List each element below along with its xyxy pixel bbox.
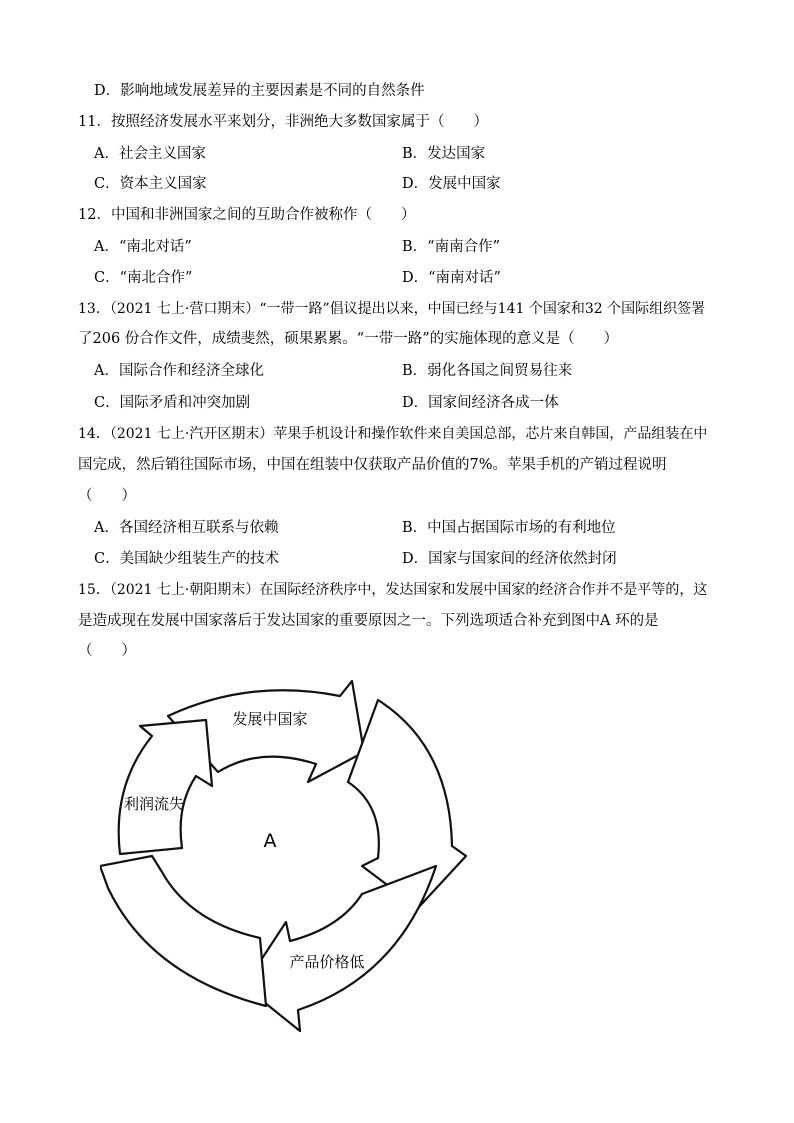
- q10-option-d: D．影响地域发展差异的主要因素是不同的自然条件: [94, 83, 425, 99]
- q15-stem-line2: 是造成现在发展中国家落后于发达国家的重要原因之一。下列选项适合补充到图中A 环的是: [78, 613, 659, 629]
- q11-option-b: B．发达国家: [402, 146, 486, 162]
- q15-stem-line1: 15．（2021 七上·朝阳期末）在国际经济秩序中，发达国家和发展中国家的经济合作并不是平等的，这: [78, 582, 708, 598]
- q14-stem-line2: 国完成，然后销往国际市场，中国在组装中仅获取产品价值的7%。苹果手机的产销过程说明: [78, 457, 667, 473]
- diagram-center-label: A: [263, 830, 277, 852]
- q12-option-a: A．“南北对话”: [94, 239, 192, 255]
- q14-option-c: C．美国缺少组装生产的技术: [94, 551, 280, 567]
- q14-option-b: B．中国占据国际市场的有利地位: [402, 520, 616, 536]
- cycle-arrow-upper-left: [119, 720, 212, 854]
- q14-option-d: D．国家与国家间的经济依然封闭: [402, 551, 617, 567]
- diagram-label-bottom: 产品价格低: [289, 953, 365, 971]
- cycle-diagram: [100, 676, 470, 1036]
- q14-stem-line3: （ ）: [78, 488, 136, 504]
- q12-option-d: D．“南南对话”: [402, 270, 501, 286]
- cycle-arrow-left: [100, 856, 266, 1006]
- q13-stem-line1: 13．（2021 七上·营口期末）“一带一路”倡议提出以来，中国已经与141 个国家和32 个国际组织签署: [78, 301, 706, 317]
- q13-stem-line2: 了206 份合作文件，成绩斐然，硕果累累。“一带一路”的实施体现的意义是（ ）: [78, 331, 619, 347]
- q13-option-c: C．国际矛盾和冲突加剧: [94, 395, 251, 411]
- q11-option-a: A．社会主义国家: [94, 146, 206, 162]
- q14-stem-line1: 14．（2021 七上·汽开区期末）苹果手机设计和操作软件来自美国总部，芯片来自韩国，产品组装在中: [78, 426, 708, 442]
- diagram-label-left: 利润流失: [123, 795, 185, 813]
- q11-option-d: D．发展中国家: [402, 176, 501, 192]
- q14-option-a: A．各国经济相互联系与依赖: [94, 520, 279, 536]
- q13-option-d: D．国家间经济各成一体: [402, 395, 559, 411]
- cycle-arrow-bottom: [244, 866, 436, 1031]
- q11-option-c: C．资本主义国家: [94, 176, 207, 192]
- q13-option-a: A．国际合作和经济全球化: [94, 363, 264, 379]
- q11-stem: 11．按照经济发展水平来划分，非洲绝大多数国家属于（ ）: [78, 114, 488, 130]
- q12-stem: 12．中国和非洲国家之间的互助合作被称作（ ）: [78, 207, 416, 223]
- q15-stem-line3: （ ）: [78, 643, 136, 659]
- q13-option-b: B．弱化各国之间贸易往来: [402, 363, 573, 379]
- diagram-label-top: 发展中国家: [232, 710, 308, 728]
- q12-option-b: B．“南南合作”: [402, 239, 500, 255]
- q12-option-c: C．“南北合作”: [94, 270, 193, 286]
